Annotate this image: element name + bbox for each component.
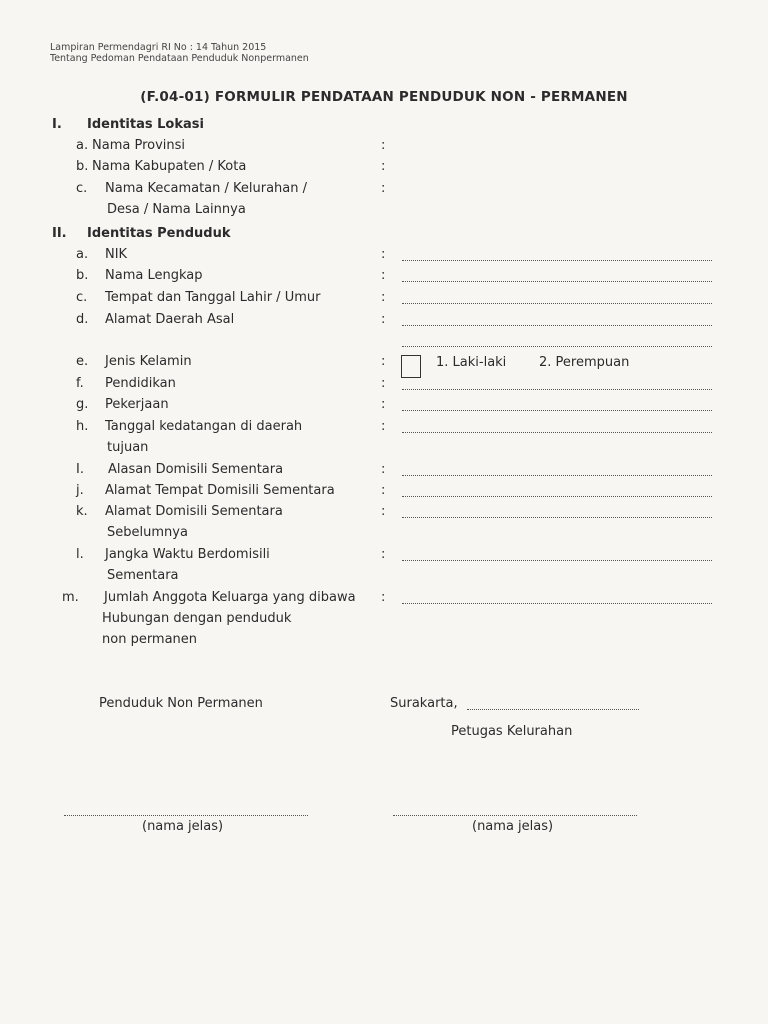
gender-checkbox[interactable] xyxy=(401,355,421,378)
input-line-alamat-tempat-domisili[interactable] xyxy=(402,496,712,497)
item-letter: b. xyxy=(76,268,89,283)
item-label: Tanggal kedatangan di daerah xyxy=(105,419,303,434)
field-pekerjaan xyxy=(0,397,768,415)
item-colon: : xyxy=(381,312,386,327)
gender-option-male: 1. Laki-laki xyxy=(436,355,507,370)
item-label: Jumlah Anggota Keluarga yang dibawa xyxy=(104,590,356,605)
item-colon: : xyxy=(381,462,386,477)
item-colon: : xyxy=(381,547,386,562)
field-jenis-kelamin xyxy=(0,354,768,372)
field-nik xyxy=(0,247,768,265)
item-colon: : xyxy=(381,268,386,283)
item-label: Jangka Waktu Berdomisili xyxy=(105,547,270,562)
field-nama-provinsi xyxy=(0,138,768,156)
item-colon: : xyxy=(381,504,386,519)
item-letter: I. xyxy=(76,462,84,477)
field-alamat-domisili-sebelumnya xyxy=(0,504,768,522)
item-label-continuation: Hubungan dengan penduduk xyxy=(102,611,292,626)
item-letter: a. xyxy=(76,138,89,153)
signature-line-right[interactable] xyxy=(393,803,637,816)
field-alamat-tempat-domisili xyxy=(0,483,768,501)
field-nama-lengkap xyxy=(0,268,768,286)
item-label: Nama Lengkap xyxy=(105,268,203,283)
item-colon: : xyxy=(381,181,386,196)
field-tanggal-kedatangan xyxy=(0,419,768,437)
item-letter: j. xyxy=(76,483,84,498)
input-line-tempat-tanggal-lahir[interactable] xyxy=(402,303,712,304)
input-line-alamat-domisili-sebelumnya[interactable] xyxy=(402,517,712,518)
item-label: Alamat Tempat Domisili Sementara xyxy=(105,483,335,498)
item-letter: c. xyxy=(76,181,88,196)
item-colon: : xyxy=(381,159,386,174)
item-label-continuation: Sebelumnya xyxy=(107,525,188,540)
input-line-jangka-waktu[interactable] xyxy=(402,560,712,561)
field-nama-kabupaten xyxy=(0,159,768,177)
item-label: Jenis Kelamin xyxy=(105,354,192,369)
input-line-alamat-daerah-asal-2[interactable] xyxy=(402,346,712,347)
item-colon: : xyxy=(381,247,386,262)
item-colon: : xyxy=(381,483,386,498)
input-line-pendidikan[interactable] xyxy=(402,389,712,390)
field-nama-kecamatan xyxy=(0,181,768,199)
input-line-jumlah-anggota[interactable] xyxy=(402,603,712,604)
item-label: Pekerjaan xyxy=(105,397,169,412)
form-title: (F.04-01) FORMULIR PENDATAAN PENDUDUK NON - PERMANEN xyxy=(140,89,628,105)
item-label: Pendidikan xyxy=(105,376,176,391)
signature-line-left[interactable] xyxy=(64,803,308,816)
field-jangka-waktu xyxy=(0,547,768,565)
field-jumlah-anggota-keluarga xyxy=(0,590,768,608)
field-alamat-daerah-asal xyxy=(0,312,768,330)
item-letter: e. xyxy=(76,354,89,369)
input-line-alamat-daerah-asal[interactable] xyxy=(402,325,712,326)
item-letter: h. xyxy=(76,419,89,434)
input-line-nama-lengkap[interactable] xyxy=(402,281,712,282)
item-letter: m. xyxy=(62,590,79,605)
item-colon: : xyxy=(381,419,386,434)
signature-right-title: Petugas Kelurahan xyxy=(451,724,573,739)
item-label-continuation: tujuan xyxy=(107,440,149,455)
input-line-alasan-domisili[interactable] xyxy=(402,475,712,476)
item-colon: : xyxy=(381,590,386,605)
item-letter: c. xyxy=(76,290,88,305)
item-colon: : xyxy=(381,376,386,391)
section-1-number: I. xyxy=(52,117,62,132)
header-line-1: Lampiran Permendagri RI No : 14 Tahun 2015 xyxy=(50,42,267,53)
gender-option-female: 2. Perempuan xyxy=(539,355,630,370)
item-label-continuation-2: non permanen xyxy=(102,632,198,647)
item-label: Alasan Domisili Sementara xyxy=(108,462,284,477)
item-letter: g. xyxy=(76,397,89,412)
item-label: Tempat dan Tanggal Lahir / Umur xyxy=(105,290,321,305)
item-colon: : xyxy=(381,397,386,412)
item-letter: d. xyxy=(76,312,89,327)
input-line-tanggal-kedatangan[interactable] xyxy=(402,432,712,433)
item-label-continuation: Sementara xyxy=(107,568,179,583)
date-line[interactable] xyxy=(467,697,639,710)
signature-city: Surakarta, xyxy=(390,696,458,711)
field-alasan-domisili xyxy=(0,462,768,480)
field-alamat-daerah-asal-line-2 xyxy=(0,333,768,351)
item-label: NIK xyxy=(105,247,128,262)
signature-right-name: (nama jelas) xyxy=(472,819,554,834)
field-pendidikan xyxy=(0,376,768,394)
item-label: Nama Kecamatan / Kelurahan / xyxy=(105,181,308,196)
item-letter: k. xyxy=(76,504,88,519)
item-label: Alamat Daerah Asal xyxy=(105,312,235,327)
item-colon: : xyxy=(381,290,386,305)
section-2-number: II. xyxy=(52,226,67,241)
item-label: Nama Provinsi xyxy=(92,138,186,153)
input-line-nik[interactable] xyxy=(402,260,712,261)
signature-left-title: Penduduk Non Permanen xyxy=(99,696,263,711)
section-2-title: Identitas Penduduk xyxy=(87,226,231,241)
item-colon: : xyxy=(381,138,386,153)
header-line-2: Tentang Pedoman Pendataan Penduduk Nonpermanen xyxy=(50,53,309,64)
item-label: Nama Kabupaten / Kota xyxy=(92,159,247,174)
item-letter: b. xyxy=(76,159,89,174)
signature-left-name: (nama jelas) xyxy=(142,819,224,834)
item-letter: f. xyxy=(76,376,84,391)
item-letter: a. xyxy=(76,247,89,262)
field-tempat-tanggal-lahir xyxy=(0,290,768,308)
item-letter: l. xyxy=(76,547,84,562)
item-label: Alamat Domisili Sementara xyxy=(105,504,283,519)
item-colon: : xyxy=(381,354,386,369)
input-line-pekerjaan[interactable] xyxy=(402,410,712,411)
section-1-title: Identitas Lokasi xyxy=(87,117,204,132)
item-label-continuation: Desa / Nama Lainnya xyxy=(107,202,246,217)
